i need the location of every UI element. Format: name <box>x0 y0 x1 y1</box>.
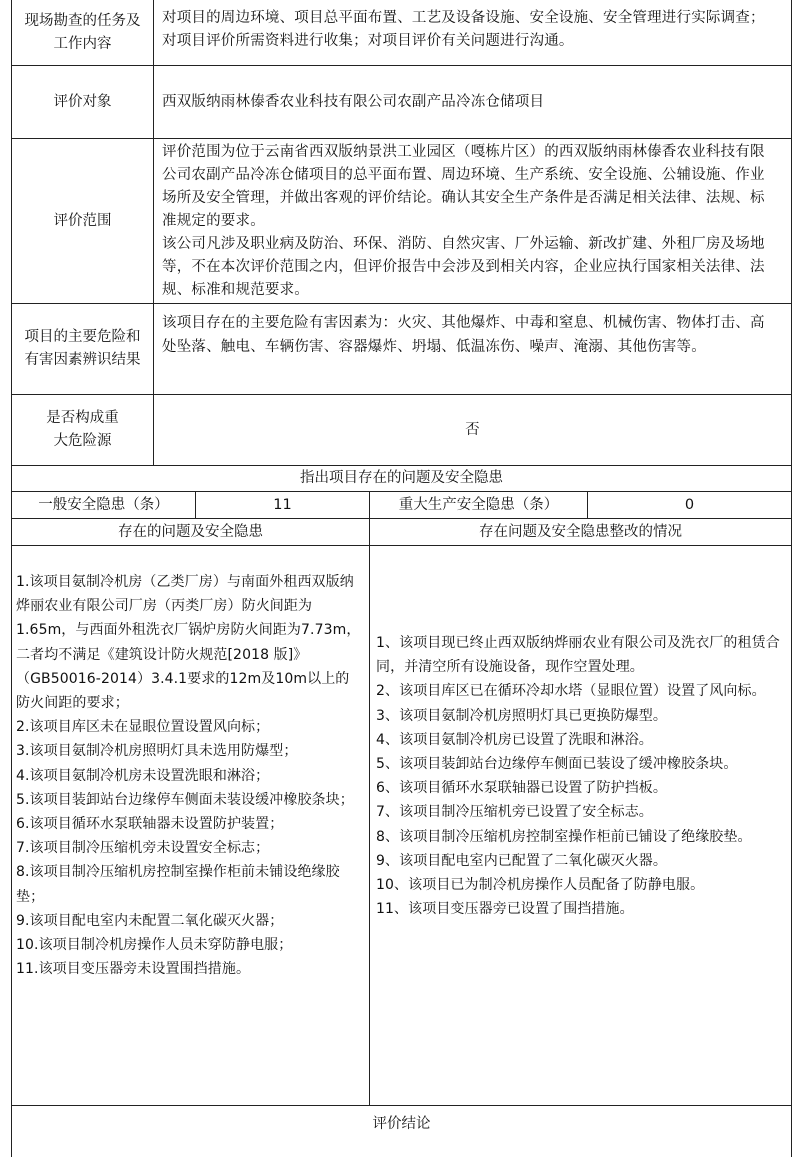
conclusion-label: 评价结论 <box>372 1115 431 1132</box>
issue-item: 5.该项目装卸站台边缘停车侧面未装设缓冲橡胶条块； <box>16 791 354 808</box>
rectification-item: 7、该项目制冷压缩机旁已设置了安全标志。 <box>376 804 653 821</box>
issue-item: 6.该项目循环水泵联轴器未设置防护装置； <box>16 816 284 833</box>
issue-item: 7.该项目制冷压缩机旁未设置安全标志； <box>16 840 270 857</box>
scope-paragraph-2: 该公司凡涉及职业病及防治、环保、消防、自然灾害、厂外运输、新改扩建、外租厂房及场地等，不在本次评价范围之内，但评价报告中会涉及到相关内容，企业应执行国家相关法律、法规、标准和规范要求。 <box>162 236 765 298</box>
rectification-list <box>376 631 788 1051</box>
issue-item: 10.该项目制冷机房操作人员未穿防静电服； <box>16 937 293 954</box>
scope-paragraph-1: 评价范围为位于云南省西双版纳景洪工业园区（嘎栋片区）的西双版纳雨林傣香农业科技有限公司农副产品冷冻仓储项目的总平面布置、周边环境、生产系统、安全设施、公辅设施、作业场所及安全管理，并做出客观的评价结论。确认其安全生产条件是否满足相关法律、法规、标准规定的要求。 <box>162 144 765 229</box>
issues-column-header: 存在的问题及安全隐患 <box>118 523 263 540</box>
rectification-item: 6、该项目循环水泵联轴器已设置了防护挡板。 <box>376 780 668 797</box>
major-hazard-count: 0 <box>684 496 695 513</box>
scope-label: 评价范围 <box>53 212 112 229</box>
survey-content: 对项目的周边环境、项目总平面布置、工艺及设备设施、安全设施、安全管理进行实际调查；对项目评价所需资料进行收集；对项目评价有关问题进行沟通。 <box>162 10 765 49</box>
issues-list <box>16 570 366 1090</box>
rectification-item: 3、该项目氨制冷机房照明灯具已更换防爆型。 <box>376 707 668 724</box>
rectification-item: 10、该项目已为制冷机房操作人员配备了防静电服。 <box>376 877 705 894</box>
survey-label: 现场勘查的任务及工作内容 <box>24 12 141 52</box>
general-hazard-label: 一般安全隐患（条） <box>38 496 169 513</box>
general-hazard-count: 11 <box>273 496 292 513</box>
rectification-item: 5、该项目装卸站台边缘停车侧面已装设了缓冲橡胶条块。 <box>376 756 738 773</box>
rectification-item: 2、该项目库区已在循环冷却水塔（显眼位置）设置了风向标。 <box>376 683 766 700</box>
issue-item: 2.该项目库区未在显眼位置设置风向标； <box>16 719 270 736</box>
object-content <box>154 66 791 138</box>
row-divider <box>11 545 792 546</box>
major-hazard-value: 否 <box>465 421 480 438</box>
rectification-column-header: 存在问题及安全隐患整改的情况 <box>479 523 682 540</box>
rectification-item: 1、该项目现已终止西双版纳烨丽农业有限公司及洗衣厂的租赁合同，并清空所有设施设备，现作空置处理。 <box>376 635 780 676</box>
issue-item: 11.该项目变压器旁未设置围挡措施。 <box>16 961 251 978</box>
object-content-text: 西双版纳雨林傣香农业科技有限公司农副产品冷冻仓储项目 <box>162 93 545 110</box>
issue-item: 1.该项目氨制冷机房（乙类厂房）与南面外租西双版纳烨丽农业有限公司厂房（丙类厂房）防火间距为1.65m，与西面外租洗衣厂锅炉房防火间距为7.73m，二者均不满足《建筑设计防火规范[2018 版]》（GB50016-2014）3.4.1要求的12m及10m以上的防火间距的要求； <box>16 574 361 712</box>
rectification-item: 9、该项目配电室内已配置了二氧化碳灭火器。 <box>376 852 668 869</box>
issue-item: 9.该项目配电室内未配置二氧化碳灭火器； <box>16 912 284 929</box>
rectification-item: 4、该项目氨制冷机房已设置了洗眼和淋浴。 <box>376 731 653 748</box>
issues-header: 指出项目存在的问题及安全隐患 <box>300 470 503 486</box>
table-border-right <box>791 0 792 1157</box>
column-divider <box>369 491 370 1105</box>
major-hazard-label: 是否构成重大危险源 <box>46 410 119 449</box>
object-label: 评价对象 <box>53 93 112 110</box>
issue-item: 4.该项目氨制冷机房未设置洗眼和淋浴； <box>16 767 270 784</box>
rectification-item: 11、该项目变压器旁已设置了围挡措施。 <box>376 901 634 918</box>
issue-item: 8.该项目制冷压缩机房控制室操作柜前未铺设绝缘胶垫； <box>16 864 340 905</box>
scope-content <box>154 141 791 303</box>
rectification-item: 8、该项目制冷压缩机房控制室操作柜前已铺设了绝缘胶垫。 <box>376 828 752 845</box>
major-hazard-count-label: 重大生产安全隐患（条） <box>398 496 559 513</box>
hazards-content: 该项目存在的主要危险有害因素为：火灾、其他爆炸、中毒和窒息、机械伤害、物体打击、高处坠落、触电、车辆伤害、容器爆炸、坍塌、低温冻伤、噪声、淹溺、其他伤害等。 <box>162 315 765 355</box>
issue-item: 3.该项目氨制冷机房照明灯具未选用防爆型； <box>16 743 298 760</box>
hazards-label: 项目的主要危险和有害因素辨识结果 <box>24 329 141 368</box>
